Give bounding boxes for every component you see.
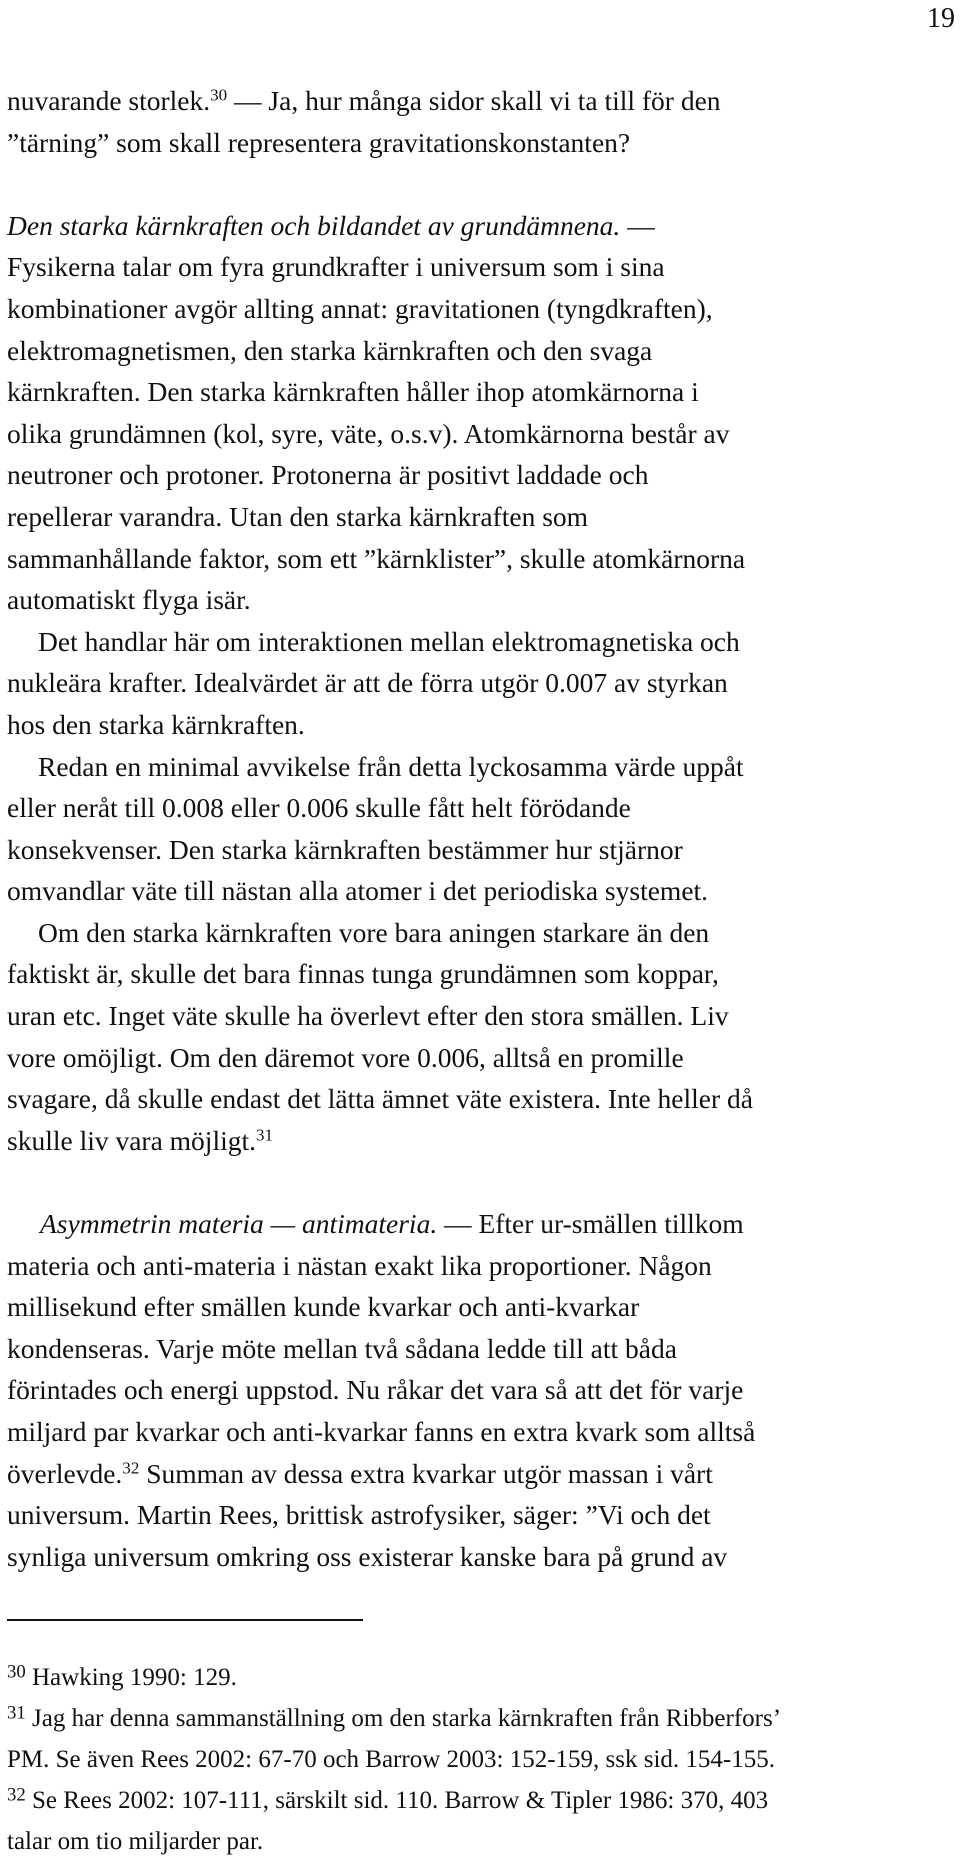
line-text: miljard par kvarkar och anti-kvarkar fanns en extra kvark som alltså <box>7 1416 756 1447</box>
text-line <box>7 330 957 372</box>
line-text: millisekund efter smällen kunde kvarkar och anti-kvarkar <box>7 1291 640 1323</box>
line-text: kärnkraften. Den starka kärnkraften håller ihop atomkärnorna i <box>7 376 699 408</box>
footnote-text: Se Rees 2002: 107-111, särskilt sid. 110. Barrow & Tipler 1986: 370, 403 <box>25 1787 769 1814</box>
footnote-number: 32 <box>7 1784 26 1806</box>
line-text: automatiskt flyga isär. <box>7 584 251 616</box>
line-text: kombinationer avgör allting annat: gravitationen (tyngdkraften), <box>7 292 713 324</box>
line-text: hos den starka kärnkraften. <box>7 708 305 740</box>
page-number: 19 <box>927 3 955 34</box>
text-line <box>7 870 957 912</box>
line-text: neutroner och protoner. Protonerna är positivt laddade och <box>7 459 649 491</box>
line-text: Fysikerna talar om fyra grundkrafter i universum som i sina <box>7 251 665 283</box>
paragraph-gap <box>7 1161 957 1203</box>
line-text: kondenseras. Varje möte mellan två sådana ledde till att båda <box>7 1332 677 1364</box>
footnotes <box>7 1657 957 1862</box>
line-text: — <box>620 209 655 241</box>
line-text: elektromagnetismen, den starka kärnkraften och den svaga <box>7 334 653 366</box>
footnote-text: Hawking 1990: 129. <box>25 1664 237 1691</box>
text-line <box>7 662 957 704</box>
text-line <box>7 1245 957 1287</box>
line-text: synliga universum omkring oss existerar kanske bara på grund av <box>7 1540 728 1572</box>
text-line <box>7 1120 957 1162</box>
footnote-text: talar om tio miljarder par. <box>7 1828 264 1855</box>
footnote-ref: 31 <box>256 1125 274 1145</box>
text-line <box>7 80 957 122</box>
text-line <box>7 829 957 871</box>
footnote-line <box>7 1657 957 1698</box>
line-text: materia och anti-materia i nästan exakt lika proportioner. Någon <box>7 1249 712 1281</box>
line-text: ”tärning” som skall representera gravitationskonstanten? <box>7 126 631 158</box>
line-text: faktiskt är, skulle det bara finnas tunga grundämnen som koppar, <box>7 958 719 990</box>
text-line <box>7 122 957 164</box>
text-line <box>7 704 957 746</box>
footnote-ref: 32 <box>122 1458 140 1478</box>
text-line <box>7 413 957 455</box>
text-line <box>7 205 957 247</box>
line-text: nuvarande storlek. <box>7 85 211 116</box>
line-text: repellerar varandra. Utan den starka kärnkraften som <box>7 500 589 532</box>
line-text: eller neråt till 0.008 eller 0.006 skulle fått helt förödande <box>7 792 631 824</box>
line-text: omvandlar väte till nästan alla atomer i det periodiska systemet. <box>7 875 709 907</box>
text-line <box>7 1536 957 1578</box>
paragraph-gap <box>7 163 957 205</box>
footnote-line <box>7 1698 957 1739</box>
line-text: konsekvenser. Den starka kärnkraften bestämmer hur stjärnor <box>7 833 683 865</box>
text-line <box>7 787 957 829</box>
footnote-text: Jag har denna sammanställning om den starka kärnkraften från Ribberfors’ <box>25 1705 782 1732</box>
line-text: skulle liv vara möjligt. <box>7 1124 256 1156</box>
text-line <box>7 1453 957 1495</box>
footnote-line <box>7 1739 957 1780</box>
text-line <box>7 1037 957 1079</box>
text-line <box>7 1078 957 1120</box>
section-heading: Den starka kärnkraften och bildandet av grundämnena. <box>7 209 621 241</box>
text-line <box>7 371 957 413</box>
line-text: överlevde. <box>7 1457 123 1489</box>
text-line <box>7 288 957 330</box>
line-text: Summan av dessa extra kvarkar utgör massan i vårt <box>139 1457 713 1489</box>
text-line <box>7 496 957 538</box>
text-line <box>7 912 957 954</box>
body-text <box>7 80 957 1577</box>
line-text: förintades och energi uppstod. Nu råkar det vara så att det för varje <box>7 1374 744 1406</box>
text-line <box>7 454 957 496</box>
text-line <box>7 1411 957 1453</box>
text-line <box>7 1203 957 1245</box>
text-line <box>7 538 957 580</box>
line-text: sammanhållande faktor, som ett ”kärnklister”, skulle atomkärnorna <box>7 542 746 574</box>
footnote-number: 31 <box>7 1702 26 1724</box>
line-text: Om den starka kärnkraften vore bara aningen starkare än den <box>38 916 710 948</box>
text-line <box>7 246 957 288</box>
footnote-line <box>7 1780 957 1821</box>
line-text: Det handlar här om interaktionen mellan elektromagnetiska och <box>38 625 740 657</box>
footnote-number: 30 <box>7 1661 26 1683</box>
text-line <box>7 1328 957 1370</box>
text-line <box>7 953 957 995</box>
footnote-separator <box>7 1619 363 1621</box>
text-line <box>7 579 957 621</box>
text-line <box>7 621 957 663</box>
line-text: vore omöjligt. Om den däremot vore 0.006, alltså en promille <box>7 1041 684 1073</box>
section-heading: Asymmetrin materia — antimateria. <box>40 1208 438 1240</box>
footnote-line <box>7 1821 957 1862</box>
text-line <box>7 995 957 1037</box>
line-text: nukleära krafter. Idealvärdet är att de förra utgör 0.007 av styrkan <box>7 667 728 699</box>
footnote-text: PM. Se även Rees 2002: 67-70 och Barrow 2003: 152-159, ssk sid. 154-155. <box>7 1746 775 1773</box>
line-text: uran etc. Inget väte skulle ha överlevt efter den stora smällen. Liv <box>7 1000 729 1032</box>
line-text: olika grundämnen (kol, syre, väte, o.s.v). Atomkärnorna består av <box>7 417 730 449</box>
line-text: — Ja, hur många sidor skall vi ta till för den <box>227 85 721 116</box>
line-text: svagare, då skulle endast det lätta ämnet väte existera. Inte heller då <box>7 1083 753 1115</box>
line-text: Redan en minimal avvikelse från detta lyckosamma värde uppåt <box>38 750 744 782</box>
line-text: — Efter ur-smällen tillkom <box>437 1208 744 1240</box>
text-line <box>7 1286 957 1328</box>
text-line <box>7 1494 957 1536</box>
text-line <box>7 746 957 788</box>
footnote-ref: 30 <box>210 85 228 105</box>
line-text: universum. Martin Rees, brittisk astrofysiker, säger: ”Vi och det <box>7 1499 711 1531</box>
text-line <box>7 1369 957 1411</box>
